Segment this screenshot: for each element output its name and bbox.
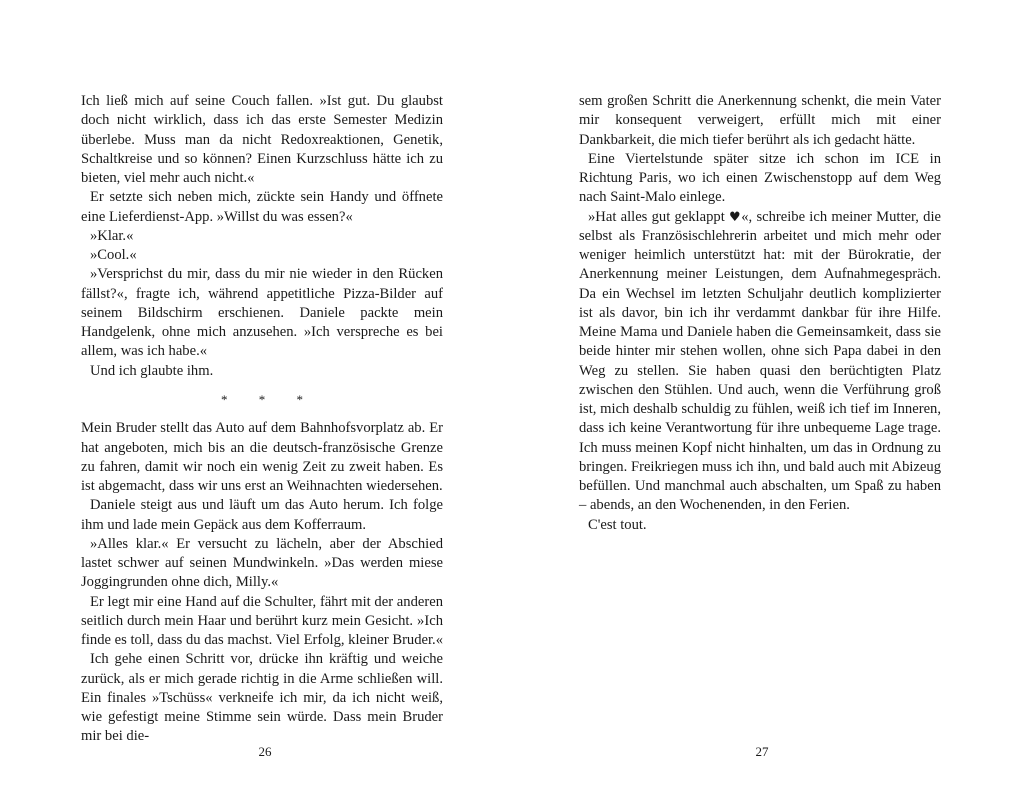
paragraph: Er legt mir eine Hand auf die Schulter, fährt mit der anderen seitlich durch mein Haar und berührt kurz mein Gesicht. »Ich finde es toll, dass du das machst. Viel Erfolg, kleiner Bruder.« (81, 593, 443, 648)
page-number: 26 (258, 744, 272, 759)
paragraph: Ich gehe einen Schritt vor, drücke ihn kräftig und weiche zurück, als er mich gerade richtig in die Arme schließen will. Ein finales »Tschüss« verkneife ich mir, da ich nicht weiß, wie gefestigt meine Stimme sein würde. Dass mein Bruder mir bei die- (81, 651, 443, 745)
paragraph: Er setzte sich neben mich, zückte sein Handy und öffnete eine Lieferdienst-App. »Willst du was essen?« (81, 189, 443, 225)
right-page (510, 0, 1020, 812)
paragraph: C'est tout. (588, 516, 647, 533)
heart-icon: ♥ (729, 209, 742, 225)
paragraph: sem großen Schritt die Anerkennung schenkt, die mein Vater mir konsequent verweigert, erfüllt mich mit einer Dankbarkeit, die mich tiefer berührt als ich gedacht hätte. (579, 93, 941, 148)
paragraph: Daniele steigt aus und läuft um das Auto herum. Ich folge ihm und lade mein Gepäck aus dem Kofferraum. (81, 497, 443, 533)
paragraph (579, 208, 941, 516)
page-number: 27 (755, 744, 769, 759)
paragraph: »Versprichst du mir, dass du mir nie wieder in den Rücken fällst?«, fragte ich, während appetitliche Pizza-Bilder auf seinem Bildschirm erschienen. Daniele packte mein Handgelenk, ohne mich anzusehen. »Ich verspreche es bei allem, was ich habe.« (81, 266, 443, 360)
paragraph: »Alles klar.« Er versucht zu lächeln, aber der Abschied lastet schwer auf seinen Mundwinkeln. »Das werden miese Joggingrunden ohne dich, Milly.« (81, 535, 443, 591)
left-page-text (81, 92, 443, 747)
right-page-text (579, 92, 941, 535)
paragraph: »Klar.« (90, 227, 134, 244)
message-text-start: »Hat alles gut geklappt (588, 208, 729, 225)
paragraph: Mein Bruder stellt das Auto auf dem Bahnhofsvorplatz ab. Er hat angeboten, mich bis an die deutsch-französische Grenze zu fahren, damit wir noch ein wenig Zeit zu zweit haben. Es ist abgemacht, dass wir uns erst an Weihnachten wiedersehen. (81, 420, 443, 494)
paragraph: »Cool.« (90, 247, 137, 263)
section-break: * * * (221, 391, 317, 407)
paragraph: Eine Viertelstunde später sitze ich schon im ICE in Richtung Paris, wo ich einen Zwischenstopp auf dem Weg nach Saint-Malo einlege. (579, 150, 941, 206)
message-text-rest: «, schreibe ich meiner Mutter, die selbst als Französischlehrerin arbeitet und mich mehr oder weniger heimlich unterstützt hat: mit der Bürokratie, der Anerkennung meiner Leistungen, dem Aufnahmegespräch. Da ein Wechsel im letzten Schuljahr deutlich komplizierter ist als davor, bin ich ihr verdammt dankbar für ihre Hilfe. Meine Mama und Daniele haben die Gemeinsamkeit, dass sie beide hinter mir stehen wollen, ohne sich Papa dabei in den Weg zu stellen. Sie haben quasi den berüchtigten Platz zwischen den Stühlen. Und auch, wenn die Verführung groß ist, mich deshalb schuldig zu fühlen, weiß ich tief im Inneren, dass ich keine Verantwortung für ihre unbequeme Lage trage. Ich muss meinen Kopf nicht hinhalten, um das in Ordnung zu bringen. Freikriegen muss ich ihn, und bald auch mit Abizeug befüllen. Und manchmal auch abschalten, um Spaß zu haben – abends, an den Wochenenden, in den Ferien. (579, 208, 941, 514)
paragraph: Und ich glaubte ihm. (90, 362, 214, 379)
paragraph: Ich ließ mich auf seine Couch fallen. »Ist gut. Du glaubst doch nicht wirklich, dass ich das erste Semester Medizin überlebe. Muss man da nicht Redoxreaktionen, Genetik, Schaltkreise und so können? Einen Kurzschluss hätte ich zu bieten, viel mehr auch nicht.« (81, 93, 443, 186)
